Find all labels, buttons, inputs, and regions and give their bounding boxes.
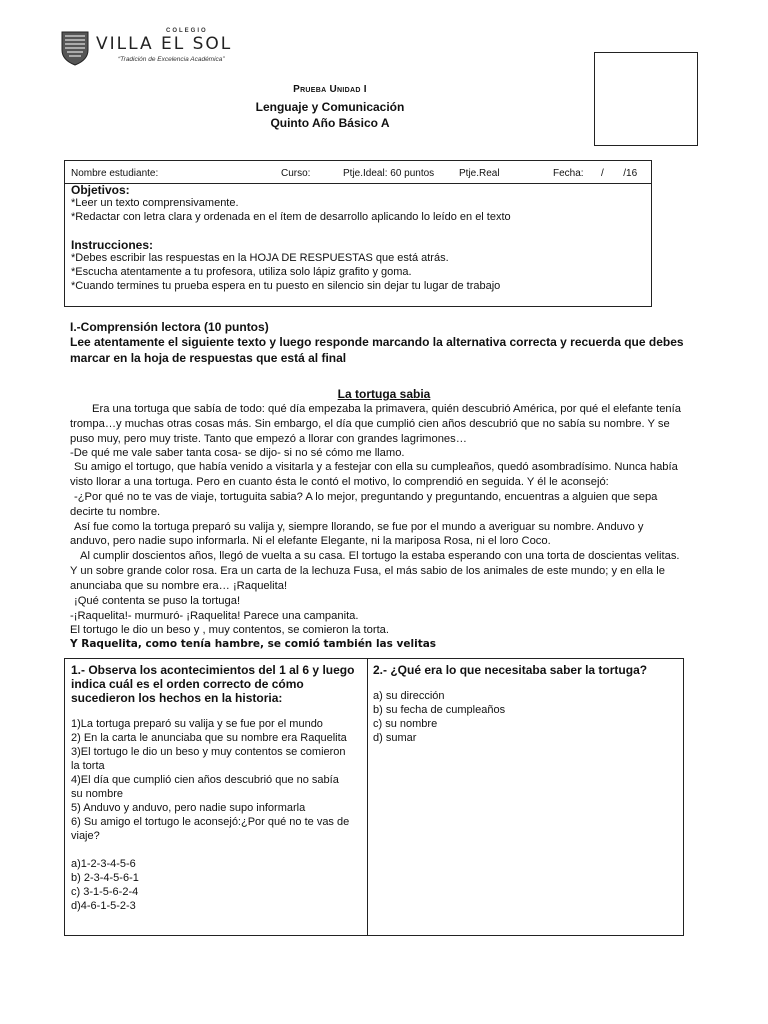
- logo-top-text: COLEGIO: [166, 28, 208, 34]
- story-title: La tortuga sabia: [337, 387, 431, 401]
- story-line: -¡Raquelita!- murmuró- ¡Raquelita! Parece una campanita.: [70, 610, 359, 622]
- subject-title: Lenguaje y Comunicación: [255, 100, 405, 114]
- instruction-item: *Escucha atentamente a tu profesora, utiliza solo lápiz grafito y goma.: [71, 266, 412, 278]
- story-line: puso muy, pero muy triste. Tanto que empezó a llorar con grandes lagrimones…: [70, 433, 467, 445]
- event-item: 2) En la carta le anunciaba que su nombre era Raquelita: [71, 732, 347, 744]
- logo-name: VILLA EL SOL: [96, 34, 233, 54]
- answer-option: a) su dirección: [373, 690, 445, 702]
- story-line: visto llorar a una tortuga. Pero en cuanto ésta le contó el motivo, lo comprendió en seguida. Y él le aconsejó:: [70, 476, 609, 488]
- question-1: [71, 663, 363, 913]
- story-line: Y Raquelita, como tenía hambre, se comió también las velitas: [70, 638, 437, 650]
- logo-tagline: “Tradición de Excelencia Académica”: [118, 56, 225, 63]
- answer-option: d) sumar: [373, 732, 417, 744]
- story-line: -De qué me vale saber tanta cosa- se dijo- si no sé cómo me llamo.: [70, 447, 405, 459]
- story-line: Y un sobre grande color rosa. Era un carta de la lechuza Fusa, el más sabio de los animales de este mundo; y en ella le: [70, 565, 665, 577]
- story-line: Al cumplir doscientos años, llegó de vuelta a su casa. El tortugo la estaba esperando con una torta de doscientas velitas.: [80, 550, 680, 562]
- grade-title: Quinto Año Básico A: [270, 116, 390, 130]
- column-divider: [367, 659, 368, 935]
- question-1-prompt: sucedieron los hechos en la historia:: [71, 691, 283, 705]
- event-item: 1)La tortuga preparó su valija y se fue por el mundo: [71, 718, 323, 730]
- real-score-label: Ptje.Real: [459, 168, 500, 179]
- answer-option: c) 3-1-5-6-2-4: [71, 886, 139, 898]
- question-1-prompt: indica cuál es el orden correcto de cómo: [71, 677, 304, 691]
- story-line: anduvo, pero nadie supo informarla. Ni el elefante Elegante, ni la mariposa Rosa, ni el loro Coco.: [70, 535, 551, 547]
- story-line: Su amigo el tortugo, que había venido a visitarla y a festejar con ella su cumpleaños, quedó asombradísimo. Nunca había: [74, 461, 678, 473]
- questions-table: [64, 658, 684, 936]
- question-2-prompt: 2.- ¿Qué era lo que necesitaba saber la tortuga?: [373, 663, 648, 677]
- story-line: Así fue como la tortuga preparó su valija y, siempre llorando, se fue por el mundo a averiguar su nombre. Anduvo y: [74, 521, 644, 533]
- event-item: su nombre: [71, 788, 123, 800]
- answer-option: b) su fecha de cumpleaños: [373, 704, 506, 716]
- test-title: Prueba Unidad I: [293, 84, 367, 95]
- school-logo: [60, 28, 260, 72]
- question-2: [373, 663, 677, 745]
- objectives-heading: Objetivos:: [71, 183, 130, 197]
- event-item: 6) Su amigo el tortugo le aconsejó:¿Por qué no te vas de: [71, 816, 350, 828]
- event-item: 4)El día que cumplió cien años descubrió que no sabía: [71, 774, 339, 786]
- event-item: 5) Anduvo y anduvo, pero nadie supo informarla: [71, 802, 306, 814]
- event-item: la torta: [71, 760, 105, 772]
- story-line: decirte tu nombre.: [70, 506, 161, 518]
- instruction-item: *Cuando termines tu prueba espera en tu puesto en silencio sin dejar tu lugar de trabajo: [71, 280, 501, 292]
- section-instruction-line: Lee atentamente el siguiente texto y luego responde marcando la alternativa correcta y recuerda que debes: [70, 335, 684, 349]
- date-value: / /16: [601, 168, 638, 179]
- instructions-heading: Instrucciones:: [71, 238, 154, 252]
- header-box: [64, 160, 652, 307]
- event-item: viaje?: [71, 830, 100, 842]
- ideal-score-label: Ptje.Ideal: 60 puntos: [343, 168, 435, 179]
- event-item: 3)El tortugo le dio un beso y muy contentos se comieron: [71, 746, 346, 758]
- answer-option: a)1-2-3-4-5-6: [71, 858, 136, 870]
- student-info-row: [65, 161, 651, 184]
- objective-item: *Leer un texto comprensivamente.: [71, 197, 239, 209]
- story-line: -¿Por qué no te vas de viaje, tortuguita sabia? A lo mejor, preguntando y preguntando, encuentras a alguien que sepa: [74, 491, 658, 503]
- story-line: Era una tortuga que sabía de todo: qué día empezaba la primavera, quién descubrió América, por qué el elefante tenía: [92, 403, 681, 415]
- answer-option: c) su nombre: [373, 718, 438, 730]
- section-heading: I.-Comprensión lectora (10 puntos): [70, 320, 269, 334]
- objective-item: *Redactar con letra clara y ordenada en el ítem de desarrollo aplicando lo leído en el texto: [71, 211, 511, 223]
- question-1-prompt: 1.- Observa los acontecimientos del 1 al 6 y luego: [71, 663, 355, 677]
- answer-option: d)4-6-1-5-2-3: [71, 900, 136, 912]
- photo-box: [594, 52, 698, 146]
- course-label: Curso:: [281, 168, 311, 179]
- story-line: anunciaba que su nombre era… ¡Raquelita!: [70, 580, 288, 592]
- school-shield-icon: [60, 30, 90, 66]
- answer-option: b) 2-3-4-5-6-1: [71, 872, 139, 884]
- section-instruction-line: marcar en la hoja de respuestas que está al final: [70, 351, 347, 365]
- instruction-item: *Debes escribir las respuestas en la HOJA DE RESPUESTAS que está atrás.: [71, 252, 449, 264]
- story-line: ¡Qué contenta se puso la tortuga!: [74, 595, 241, 607]
- student-name-label: Nombre estudiante:: [71, 168, 159, 179]
- story-line: trompa…y muchas otras cosas más. Sin embargo, el día que cumplió cien años descubrió que no sabía su nombre. Y se: [70, 418, 670, 430]
- story-line: El tortugo le dio un beso y , muy contentos, se comieron la torta.: [70, 624, 390, 636]
- date-label: Fecha:: [553, 168, 584, 179]
